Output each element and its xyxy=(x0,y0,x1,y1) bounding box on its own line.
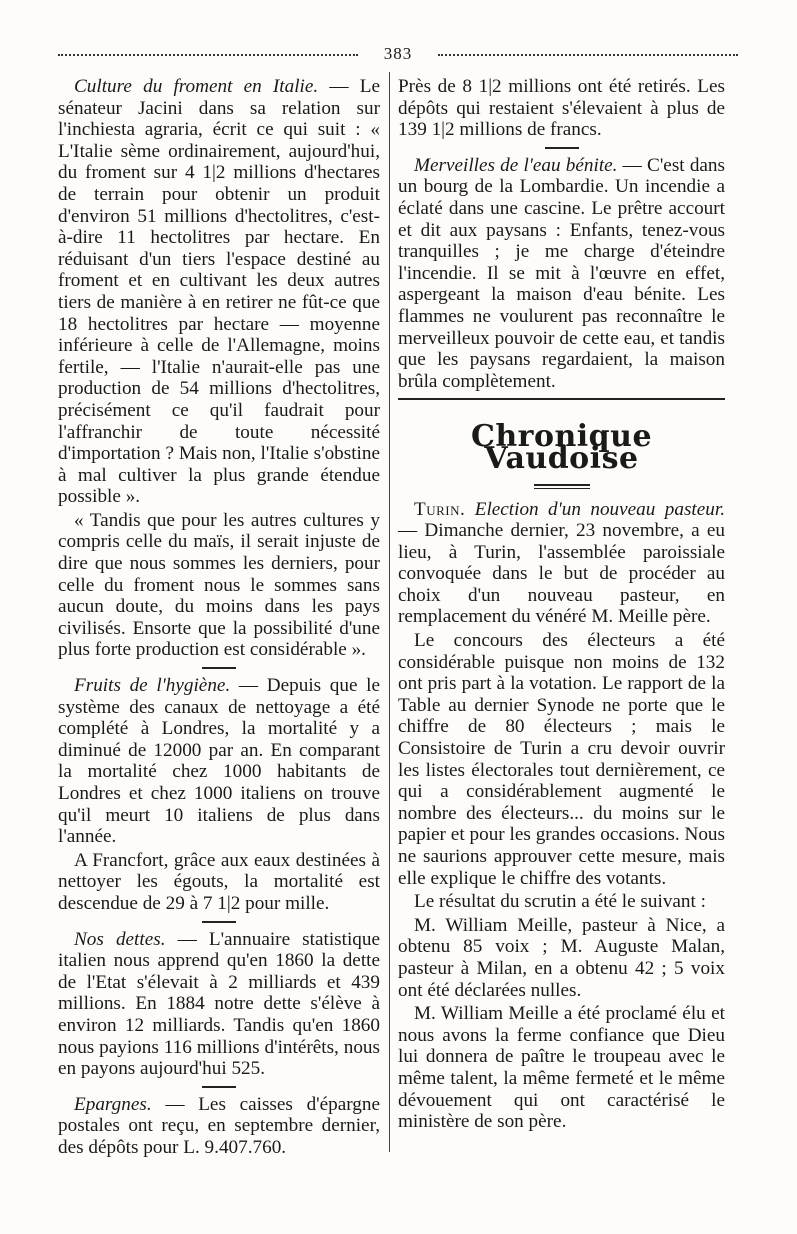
column-divider xyxy=(389,72,390,1152)
header-rule-right xyxy=(438,54,738,56)
article-text: — Le sénateur Jacini dans sa relation sur l'inchiesta agraria, écrit ce qui suit : « L'Italie sème ordinairement, aujourd'hui, du froment sur 4 1|2 millions d'hectares de terrain pour obtenir un produit d'environ 51 millions d'hectolitres, c'est-à-dire 11 hectolitres par hectare. En réduisant d'un tiers l'espace destiné au froment et en cultivant les deux autres tiers de manière à en retirer ne fût-ce que 18 hectolitres par hectare — moyenne inférieure à celle de l'Allemagne, moins fertile, — l'Italie n'aurait-elle pas une production de 54 millions d'hectolitres, précisément ce qu'il faudrait pour l'affranchir de toute nécessité d'importation ? Mais non, l'Italie s'obstine à mal cultiver la plus grande étendue possible ». xyxy=(58,76,380,508)
left-column xyxy=(58,76,380,1161)
page-header xyxy=(58,44,738,66)
rubric-merveilles: Merveilles de l'eau bénite. xyxy=(414,154,618,176)
rubric-nos-dettes: Nos dettes. xyxy=(74,928,166,950)
article-text: — Les caisses d'épargne postales ont reçu, en septembre dernier, des dépôts pour L. 9.407.760. xyxy=(58,1093,380,1158)
article-turin-concours: Le concours des électeurs a été considérable puisque non moins de 132 ont pris part à la votation. Le rapport de la Table au dernier Synode ne porte que le chiffre de 80 électeurs ; mais le Consistoire de Turin a cru devoir ouvrir les listes électorales tout dernièrement, ce qui a considérablement augmenté le nombre des électeurs... du moins sur le papier et pour les grandes occasions. Nous ne saurions approuver cette mesure, mais elle explique le chiffre des votants. xyxy=(398,630,725,889)
article-turin-election xyxy=(398,499,725,629)
article-text: — C'est dans un bourg de la Lombardie. Un incendie a éclaté dans une cascine. Le prêtre accourt et dit aux paysans : Enfants, tenez-vous tranquilles ; je me charge d'éteindre l'incendie. Il se mit à l'œuvre en effet, aspergeant la maison d'eau bénite. Les flammes ne voulurent pas reconnaître le merveilleux pouvoir de cette eau, et tandis que les paysans regardaient, la maison brûla complètement. xyxy=(398,154,725,392)
article-turin-resultat: Le résultat du scrutin a été le suivant : xyxy=(414,891,706,913)
article-turin-votes: M. William Meille, pasteur à Nice, a obtenu 85 voix ; M. Auguste Malan, pasteur à Milan, en a obtenu 42 ; 5 voix ont été déclarées nulles. xyxy=(398,914,725,1001)
article-separator xyxy=(202,667,236,669)
page-number: 383 xyxy=(383,44,413,63)
article-separator xyxy=(202,921,236,923)
rubric-fruits-hygiene: Fruits de l'hygiène. xyxy=(74,675,231,697)
rubric-election: Election d'un nouveau pasteur. xyxy=(474,498,726,520)
title-rule xyxy=(534,484,590,489)
right-column xyxy=(398,76,725,1135)
article-separator xyxy=(545,147,579,149)
article-culture-froment xyxy=(58,76,380,508)
article-merveilles-eau-benite xyxy=(398,155,725,393)
article-text: — L'annuaire statistique italien nous apprend qu'en 1860 la dette de l'Etat s'élevait à 2 milliards et 439 millions. En 1884 notre dette s'élève à environ 12 milliards. Tandis qu'en 1860 nous payions 116 millions d'intérêts, nous en payons aujourd'hui 525. xyxy=(58,928,380,1080)
place-turin: Turin. xyxy=(414,498,466,520)
article-epargnes-continued: Près de 8 1|2 millions ont été retirés. Les dépôts qui restaient s'élevaient à plus de 139 1|2 millions de francs. xyxy=(398,76,725,141)
article-text: — Depuis que le système des canaux de nettoyage a été complété à Londres, la mortalité y a diminué de 12000 par an. En comparant la mortalité chez 1000 habitants de Londres et chez 1000 italiens on trouve qu'il meurt 10 italiens de plus dans l'année. xyxy=(58,675,380,848)
article-epargnes xyxy=(58,1094,380,1159)
rubric-culture-froment: Culture du froment en Italie. xyxy=(74,76,319,97)
section-title: Chronique Vaudoise xyxy=(470,419,653,476)
article-fruits-francfort: A Francfort, grâce aux eaux destinées à nettoyer les égouts, la mortalité est descendue de 29 à 7 1|2 pour mille. xyxy=(58,849,380,914)
section-rule xyxy=(398,398,725,400)
article-nos-dettes xyxy=(58,929,380,1080)
rubric-epargnes: Epargnes. xyxy=(74,1093,152,1115)
article-text: — Dimanche dernier, 23 novembre, a eu lieu, à Turin, l'assemblée paroissiale convoquée dans le but de procéder au choix d'un nouveau pasteur, en remplacement du vénéré M. Meille père. xyxy=(398,520,725,628)
article-fruits-hygiene xyxy=(58,675,380,848)
article-separator xyxy=(202,1086,236,1088)
article-turin-proclame: M. William Meille a été proclamé élu et nous avons la ferme confiance que Dieu lui donnera de paître le troupeau avec le même talent, la même fermeté et le même dévouement qui ont caractérisé le ministère de son père. xyxy=(398,1003,725,1133)
article-culture-froment-quote: « Tandis que pour les autres cultures y compris celle du maïs, il serait injuste de dire que nous sommes les derniers, pour celle du froment nous le sommes sans aucun doute, du moins dans les pays civilisés. Ensorte que la possibilité d'une plus forte production est considérable ». xyxy=(58,509,380,661)
